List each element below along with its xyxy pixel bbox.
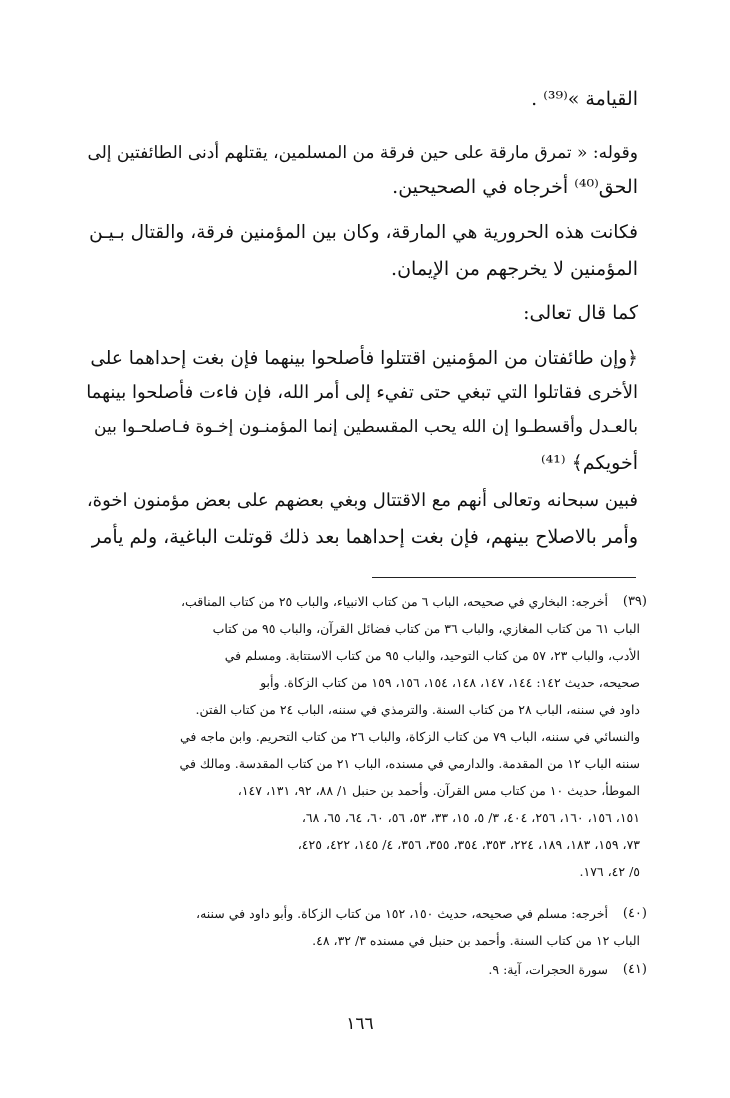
quran-verse-line: ﴿وإن طائفتان من المؤمنين اقتتلوا فأصلحوا بينهما فإن بغت إحداهما على — [90, 348, 638, 369]
footnote-line: أخرجه: مسلم في صحيحه، حديث ١٥٠، ١٥٢ من كتاب الزكاة. وأبو داود في سننه، — [196, 906, 608, 921]
footnote-number: (٤٠) — [622, 906, 647, 921]
footnote-line: ٧٣، ١٥٩، ١٨٣، ١٨٩، ٢٢٤، ٣٥٣، ٣٥٤، ٣٥٥، ٣٥٦، ٤/ ١٤٥، ٤٢٢، ٤٢٥، — [297, 837, 640, 852]
footnote-line: أخرجه: البخاري في صحيحه، الباب ٦ من كتاب الانبياء، والباب ٢٥ من كتاب المناقب، — [181, 594, 608, 609]
footnote-line: ١٥١، ١٥٦، ١٦٠، ٢٥٦، ٤٠٤، ٣/ ٥، ١٥، ٣٣، ٥٣، ٥٦، ٦٠، ٦٤، ٦٥، ٦٨، — [301, 810, 640, 825]
footnote-line: والنسائي في سننه، الباب ٧٩ من كتاب الزكاة، والباب ٢٦ من كتاب التحريم. وابن ماجه في — [179, 729, 640, 744]
footnote-line: صحيحه، حديث ١٤٢: ١٤٤، ١٤٧، ١٤٨، ١٥٤، ١٥٦، ١٥٩ من كتاب الزكاة. وأبو — [260, 675, 640, 690]
footnote-line: الباب ٦١ من كتاب المغازي، والباب ٣٦ من كتاب فضائل القرآن، والباب ٩٥ من كتاب — [212, 621, 640, 636]
body-line: وقوله: « تمرق مارقة على حين فرقة من المسلمين، يقتلهم أدنى الطائفتين إلى — [87, 143, 638, 163]
footnote-line: داود في سننه، الباب ٢٨ من كتاب السنة. والترمذي في سننه، الباب ٢٤ من كتاب الفتن. — [195, 702, 640, 717]
footnote-line: سننه الباب ١٢ من المقدمة. والدارمي في مسنده، الباب ٢١ من كتاب المقدسة. ومالك في — [179, 756, 640, 771]
footnote-number: (٣٩) — [622, 594, 647, 609]
body-line: القيامة »⁽³⁹⁾ . — [531, 88, 638, 110]
footnote-line: الأدب، والباب ٢٣، ٥٧ من كتاب التوحيد، والباب ٩٥ من كتاب الاستتابة. ومسلم في — [224, 648, 640, 663]
quran-verse-line: بالعـدل وأقسطـوا إن الله يحب المقسطين إنما المؤمنـون إخـوة فـاصلحـوا بين — [94, 417, 638, 437]
page-number: ١٦٦ — [346, 1014, 374, 1034]
body-line: المؤمنين لا يخرجهم من الإيمان. — [391, 258, 638, 280]
quran-verse-line: أخويكم﴾ ⁽⁴¹⁾ — [540, 452, 638, 474]
body-line: فكانت هذه الحرورية هي المارقة، وكان بين المؤمنين فرقة، والقتال بـيـن — [89, 222, 638, 243]
footnote-line: الموطأ، حديث ١٠ من كتاب مس القرآن. وأحمد بن حنبل ١/ ٨٨، ٩٢، ١٣١، ١٤٧، — [237, 783, 640, 798]
footnote-line: ٥/ ٤٢، ١٧٦. — [579, 864, 640, 879]
body-line: فبين سبحانه وتعالى أنهم مع الاقتتال وبغي بعضهم على بعض مؤمنون اخوة، — [86, 490, 638, 511]
footnote-number: (٤١) — [622, 962, 647, 977]
body-line: وأمر بالاصلاح بينهم، فإن بغت إحداهما بعد ذلك قوتلت الباغية، ولم يأمر — [91, 526, 638, 548]
footnote-line: سورة الحجرات، آية: ٩. — [488, 962, 608, 977]
footnote-line: الباب ١٢ من كتاب السنة. وأحمد بن حنبل في مسنده ٣/ ٣٢، ٤٨. — [312, 933, 640, 948]
quran-verse-line: الأخرى فقاتلوا التي تبغي حتى تفيء إلى أمر الله، فإن فاءت فأصلحوا بينهما — [86, 382, 638, 403]
body-line: الحق⁽⁴⁰⁾ أخرجاه في الصحيحين. — [392, 176, 638, 198]
body-line: كما قال تعالى: — [523, 302, 638, 324]
footnote-separator — [372, 577, 636, 578]
